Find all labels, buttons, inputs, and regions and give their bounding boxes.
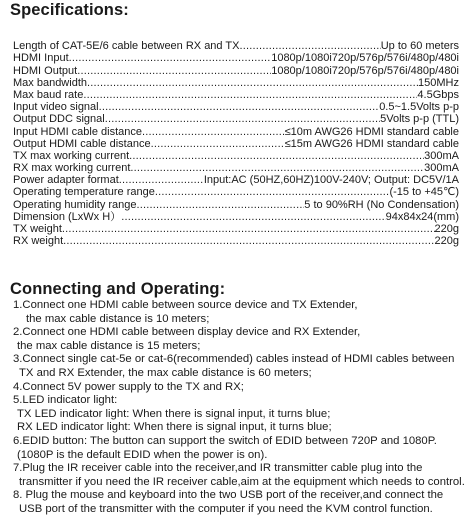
spec-row xyxy=(13,52,459,64)
leader-dots xyxy=(63,235,434,247)
spec-value: 300mA xyxy=(424,149,459,162)
step-line: 1.Connect one HDMI cable between source device and TX Extender, xyxy=(13,299,358,311)
step-line: 5.LED indicator light: xyxy=(13,394,118,407)
leader-dots xyxy=(130,162,424,174)
leader-dots xyxy=(155,186,390,198)
spec-row xyxy=(13,113,459,125)
spec-value: ≤15m AWG26 HDMI standard cable xyxy=(284,137,459,150)
spec-value: 220g xyxy=(434,223,459,235)
leader-dots xyxy=(83,89,417,101)
step-line: 8. Plug the mouse and keyboard into the two USB port of the receiver,and connect the xyxy=(13,489,444,502)
step-line: 4.Connect 5V power supply to the TX and RX; xyxy=(13,380,244,393)
spec-row xyxy=(13,40,459,52)
specifications-heading: Specifications: xyxy=(10,1,129,19)
leader-dots xyxy=(99,101,380,113)
spec-value: 5Volts p-p (TTL) xyxy=(380,113,459,126)
leader-dots xyxy=(151,138,285,150)
spec-row xyxy=(13,64,459,76)
spec-value: (-15 to +45℃) xyxy=(389,186,459,199)
specifications-list xyxy=(13,40,459,247)
step-line: transmitter if you need the IR receiver cable,aim at the equipment which needs to control. xyxy=(19,475,465,488)
leader-dots xyxy=(129,150,424,162)
step-line: 3.Connect single cat-5e or cat-6(recommended) cables instead of HDMI cables between xyxy=(13,353,455,366)
spec-value: 94x84x24(mm) xyxy=(385,210,459,223)
spec-value: ≤10m AWG26 HDMI standard cable xyxy=(284,125,459,138)
spec-row xyxy=(13,162,459,174)
spec-value: Up to 60 meters xyxy=(380,40,459,53)
spec-label: HDMI Output xyxy=(13,64,78,77)
spec-row xyxy=(13,223,459,235)
leader-dots xyxy=(119,174,204,186)
step-line: the max cable distance is 15 meters; xyxy=(17,339,201,352)
leader-dots xyxy=(239,40,380,52)
connecting-steps xyxy=(13,299,471,517)
spec-label: RX weight xyxy=(13,235,64,248)
leader-dots xyxy=(105,113,380,125)
spec-label: Max bandwidth xyxy=(13,76,87,89)
spec-value: 1080p/1080i720p/576p/576i/480p/480i xyxy=(271,52,459,65)
spec-row xyxy=(13,235,459,247)
leader-dots xyxy=(142,126,285,138)
step-line: 7.Plug the IR receiver cable into the receiver,and IR transmitter cable plug into the xyxy=(13,462,423,475)
spec-row xyxy=(13,150,459,162)
spec-label: HDMI Input xyxy=(13,52,69,65)
step-line: (1080P is the default EDID when the power is on). xyxy=(17,448,268,461)
spec-label: Dimension (LxWx H） xyxy=(13,210,122,223)
spec-label: Length of CAT-5E/6 cable between RX and TX xyxy=(13,40,240,53)
spec-label: TX max working current xyxy=(13,149,130,162)
spec-row xyxy=(13,125,459,137)
spec-label: TX weight xyxy=(13,223,62,235)
leader-dots xyxy=(121,211,385,223)
spec-row xyxy=(13,101,459,113)
spec-row xyxy=(13,77,459,89)
spec-label: Max baud rate xyxy=(13,88,84,101)
spec-label: Input HDMI cable distance xyxy=(13,125,143,138)
spec-row xyxy=(13,211,459,223)
spec-value: 1080p/1080i720p/576p/576i/480p/480i xyxy=(271,64,459,77)
leader-dots xyxy=(77,65,271,77)
leader-dots xyxy=(87,77,418,89)
spec-row xyxy=(13,174,459,186)
spec-value: 150MHz xyxy=(418,76,459,89)
spec-row xyxy=(13,138,459,150)
spec-value: 5 to 90%RH (No Condensation) xyxy=(304,198,459,211)
step-line: USB port of the transmitter with the computer if you need the KVM control function. xyxy=(19,502,433,515)
leader-dots xyxy=(69,52,272,64)
spec-row xyxy=(13,186,459,198)
spec-value: 4.5Gbps xyxy=(417,88,459,101)
step-line: 2.Connect one HDMI cable between display device and RX Extender, xyxy=(13,326,361,339)
spec-value: 0.5~1.5Volts p-p xyxy=(379,101,459,114)
spec-row xyxy=(13,198,459,210)
spec-label: Power adapter format xyxy=(13,174,119,187)
spec-row xyxy=(13,89,459,101)
step-line: the max cable distance is 10 meters; xyxy=(26,312,210,325)
spec-label: RX max working current xyxy=(13,162,131,175)
spec-value: 300mA xyxy=(424,162,459,175)
spec-label: Input video signal xyxy=(13,101,99,114)
step-line: RX LED indicator light: When there is signal input, it turns blue; xyxy=(17,421,332,434)
spec-label: Operating humidity range xyxy=(13,198,137,211)
step-line: 6.EDID button: The button can support the switch of EDID between 720P and 1080P. xyxy=(13,434,437,447)
step-line: TX LED indicator light: When there is signal input, it turns blue; xyxy=(17,407,331,420)
leader-dots xyxy=(62,223,435,235)
leader-dots xyxy=(137,199,305,211)
spec-label: Operating temperature range xyxy=(13,186,155,199)
spec-value: Input:AC (50HZ,60HZ)100V-240V; Output: DC5V/1A xyxy=(203,174,459,187)
spec-label: Output DDC signal xyxy=(13,113,105,126)
connecting-heading: Connecting and Operating: xyxy=(10,280,226,298)
step-line: TX and RX Extender, the max cable distance is 60 meters; xyxy=(19,366,312,379)
spec-label: Output HDMI cable distance xyxy=(13,137,151,150)
spec-value: 220g xyxy=(434,235,459,248)
